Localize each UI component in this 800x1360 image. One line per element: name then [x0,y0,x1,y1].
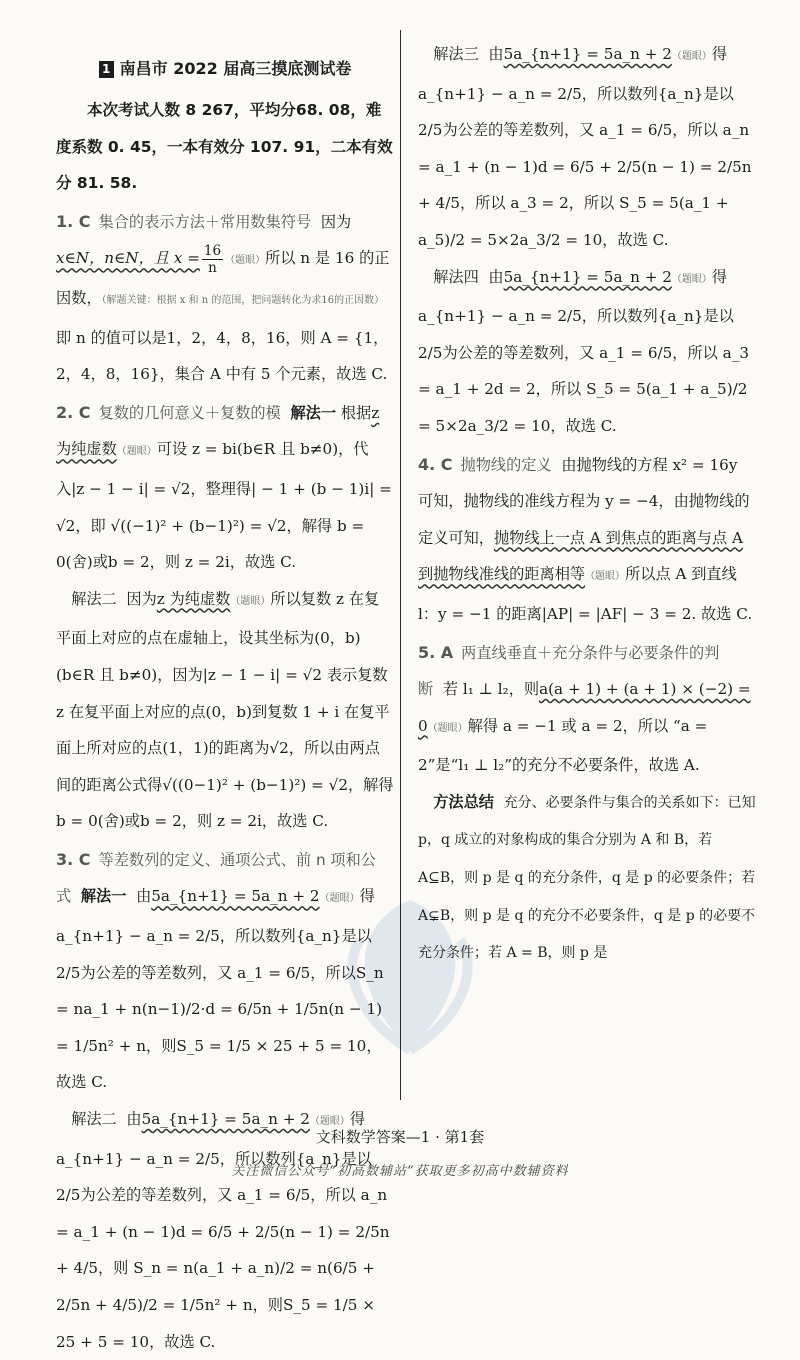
q3-note: （题眼） [319,893,360,905]
q3-method1-label: 解法一 [80,887,127,906]
q1-text3: 即 n 的值可以是1，2，4，8，16，则 A = {1，2，4，8，16}，集合 A 中有 5 个元素，故选 C. [56,328,389,384]
q5-text-b: 解得 a = −1 或 a = 2，所以 “a = 2”是“l₁ ⊥ l₂”的充分不必要条件，故选 A. [418,716,708,775]
q3-method3 [418,36,756,259]
q4-note: （题眼） [585,571,626,583]
q1-note2: （解题关键：根据 x 和 n 的范围，把问题转化为求16的正因数） [101,294,385,306]
exam-title: 南昌市 2022 届高三摸底测试卷 [119,59,352,78]
q2-m1-note: （题眼） [116,446,157,458]
q3-m2-body: 得 a_{n+1} − a_n = 2/5，所以数列{a_n}是以2/5为公差的等差数列，又 a_1 = 6/5，所以 a_n = a_1 + (n − 1)d = 6/5 + 2/5(n − 1) = 2/5n + 4/5，则 S_n = n(a_1 + a_n)/2 = n(6/5 + 2/5n + 4/5)/2 = 1/5n² + n，则S_5 = 1/5 × 25 + 5 = 10，故选 C. [56,1110,390,1351]
q2-m2-body: 所以复数 z 在复平面上对应的点在虚轴上，设其坐标为(0，b)(b∈R 且 b≠0)，因为|z − 1 − i| = √2 表示复数 z 在复平面上对应的点(0，b)到复数 1 + i 在复平面上所对应的点(1，1)的距离为√2，所以由两点间的距离公式得√((0−1)² + (b−1)²) = √2，解得 b = 0(舍)或b = 2，则 z = 2i，故选 C. [56,589,394,831]
q3-method4 [418,259,756,445]
q2-m2-key: z 为纯虚数 [156,589,231,608]
q1-number: 1. C [56,211,91,231]
q3-m3-body: 得 a_{n+1} − a_n = 2/5，所以数列{a_n}是以2/5为公差的等差数列，又 a_1 = 6/5，所以 a_n = a_1 + (n − 1)d = 6/5 + 2/5(n − 1) = 2/5n + 4/5，所以 a_3 = 2，所以 S_5 = 5(a_1 + a_5)/2 = 5×2a_3/2 = 10，故选 C. [418,45,752,249]
q4-topic: 抛物线的定义 [460,455,552,474]
q3-method4-label: 解法四 [433,267,479,286]
answer-q5 [418,635,756,784]
q2-method2 [56,581,394,840]
page-title [56,54,394,84]
q2-topic: 复数的几何意义＋复数的模 [98,403,281,422]
q4-number: 4. C [418,454,453,474]
column-divider [400,30,401,1100]
q3-m2-lead: 由 [126,1110,142,1129]
q2-m1-key: z 为纯虚数 [56,403,380,459]
q3-m1-body: 得 a_{n+1} − a_n = 2/5，所以数列{a_n}是以2/5为公差的等差数列，又 a_1 = 6/5，所以S_n = na_1 + n(n−1)/2·d = 6/5n + 1/5n(n − 1) = 1/5n² + n，则S_5 = 1/5 × 25 + 5 = 10，故选 C. [56,887,384,1092]
q2-m1-body: 可设 z = bi(b∈R 且 b≠0)，代入|z − 1 − i| = √2，整理得| − 1 + (b − 1)i| = √2，即 √((−1)² + (b−1)²) = √2，解得 b = 0(舍)或b = 2，则 z = 2i，故选 C. [56,440,392,572]
q2-m2-lead: 因为 [126,589,157,608]
q4-key: 抛物线上一点 A 到焦点的距离与点 A 到抛物线准线的距离相等 [418,528,743,584]
q3-m1-lead: 由 [136,887,152,906]
q3-method3-label: 解法三 [433,45,479,63]
q2-method2-label: 解法二 [71,589,117,608]
q5-summary-label: 方法总结 [433,792,494,811]
answer-q1 [56,204,394,393]
q1-fraction [202,243,223,276]
set-number-badge: 1 [99,61,114,78]
q3-m3-note: （题眼） [671,51,712,62]
q3-method2-label: 解法二 [71,1110,117,1129]
q5-key: a(a + 1) + (a + 1) × (−2) = 0 [418,680,751,735]
exam-stats: 本次考试人数 8 267，平均分68. 08，难度系数 0. 45，一本有效分 107. 91，二本有效分 81. 58. [56,101,393,193]
answer-q2 [56,395,394,581]
q3-m3-key: 5a_{n+1} = 5a_n + 2 [503,45,672,63]
q3-m2-key: 5a_{n+1} = 5a_n + 2 [141,1110,310,1129]
q1-text2: 所以 n 是 16 的正因数， [56,249,390,307]
q5-number: 5. A [418,642,454,662]
q5-note: （题眼） [427,722,468,734]
q3-m4-lead: 由 [488,267,504,286]
q3-topic: 等差数列的定义、通项公式、前 n 项和公式 [56,850,376,906]
q2-m1-lead: 根据 [340,403,372,422]
q3-m4-body: 得 a_{n+1} − a_n = 2/5，所以数列{a_n}是以2/5为公差的等差数列，又 a_1 = 6/5，所以 a_3 = a_1 + 2d = 2，所以 S_5 = 5(a_1 + a_5)/2 = 5×2a_3/2 = 10，故选 C. [418,267,749,435]
q4-text-b: 所以点 A 到直线 l：y = −1 的距离|AP| = |AF| − 3 = 2. 故选 C. [418,565,753,623]
q5-text-a: 若 l₁ ⊥ l₂，则 [442,680,540,699]
q5-topic: 两直线垂直＋充分条件与必要条件的判断 [418,643,720,699]
q2-m2-note: （题眼） [230,595,271,607]
answer-q3 [56,842,394,1101]
q1-key-condition [56,242,225,276]
q3-key: 5a_{n+1} = 5a_n + 2 [151,887,320,906]
q1-frac-den: n [208,259,217,276]
q3-m4-key: 5a_{n+1} = 5a_n + 2 [503,267,672,286]
page-footer: 文科数学答案—1 · 第1套 [315,1128,485,1146]
q5-summary [418,784,756,972]
q5-summary-text: 充分、必要条件与集合的关系如下：已知 p，q 成立的对象构成的集合分别为 A 和 B，若 A⊆B，则 p 是 q 的充分条件，q 是 p 的必要条件；若 A⊊B，则 p 是 q 的充分不必要条件，q 是 p 的必要不充分条件；若 A = B，则 p 是 [418,794,756,962]
q4-text-a: 由抛物线的方程 x² = 16y 可知，抛物线的准线方程为 y = −4，由抛物线的定义可知， [418,455,750,547]
q1-topic: 集合的表示方法＋常用数集符号 [98,212,312,231]
right-column [418,36,756,972]
q3-number: 3. C [56,849,91,869]
q1-lead: 因为 [320,212,352,231]
q3-m4-note: （题眼） [671,273,712,285]
q1-condition: x∈N，n∈N，且 x = [56,249,200,268]
q2-method1-label: 解法一 [290,403,336,422]
promo-note: 关注微信公众号“初高数辅站”获取更多初高中数辅资料 [231,1164,569,1179]
answer-q4 [418,447,756,633]
q2-number: 2. C [56,402,91,422]
q1-note: （题眼） [225,255,266,267]
q3-m2-note: （题眼） [309,1116,350,1128]
q1-frac-num: 16 [203,242,222,259]
q3-m3-lead: 由 [488,45,504,63]
